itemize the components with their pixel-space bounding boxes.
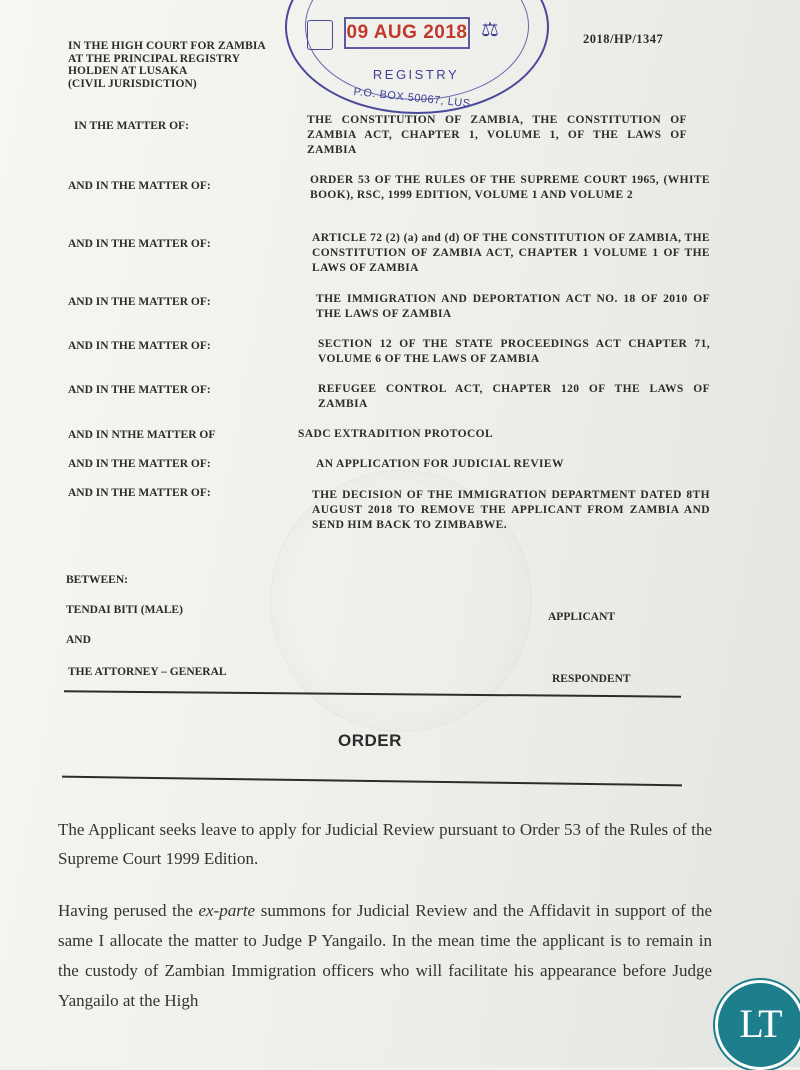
stamp-po-box: P.O. BOX 50067, LUS [352,85,472,111]
order-paragraph-2 [58,896,712,1016]
coat-of-arms-icon [307,20,333,50]
respondent-role: RESPONDENT [552,673,631,685]
matter-text: THE DECISION OF THE IMMIGRATION DEPARTMENT DATED 8TH AUGUST 2018 TO REMOVE THE APPLICANT FROM ZAMBIA AND SEND HIM BACK TO ZIMBABWE. [312,489,710,531]
matter-label: AND IN THE MATTER OF: [68,296,211,308]
matter-label: AND IN THE MATTER OF: [68,487,211,499]
matter-text: AN APPLICATION FOR JUDICIAL REVIEW [316,458,564,470]
court-line-4: (CIVIL JURISDICTION) [68,77,197,90]
matter-label: AND IN THE MATTER OF: [68,340,211,352]
matter-text: ORDER 53 OF THE RULES OF THE SUPREME COURT 1965, (WHITE BOOK), RSC, 1999 EDITION, VOLUME 1 AND VOLUME 2 [310,174,710,201]
court-line-3: HOLDEN AT LUSAKA [68,65,188,78]
paragraph-2-lead: Having perused the [58,901,199,920]
matter-label: AND IN THE MATTER OF: [68,458,211,470]
court-header [68,40,266,90]
matter-text: REFUGEE CONTROL ACT, CHAPTER 120 OF THE LAWS OF ZAMBIA [318,383,710,410]
order-paragraph-1: The Applicant seeks leave to apply for Judicial Review pursuant to Order 53 of the Rules of the Supreme Court 1999 Edition. [58,820,712,868]
stamp-registry: REGISTRY [372,67,460,82]
and-label: AND [66,634,91,646]
paragraph-2-rest: summons for Judicial Review and the Affidavit in support of the same I allocate the matter to Judge P Yangailo. In the mean time the applicant is to remain in the custody of Zambian Immigration officers who will facilitate his appearance before Judge Yangailo at the High [58,901,712,1010]
applicant-role: APPLICANT [548,611,616,623]
stamp-date: 09 AUG 2018 [344,17,470,49]
order-title: ORDER [338,731,402,750]
registry-stamp [285,0,549,114]
paragraph-2-italic: ex-parte [198,901,256,920]
matter-label: AND IN THE MATTER OF: [68,238,211,250]
case-number: 2018/HP/1347 [583,32,664,46]
divider-line [62,776,682,787]
matter-label: AND IN THE MATTER OF: [68,180,211,192]
lusaka-times-logo: LT [715,980,800,1070]
applicant-name: TENDAI BITI (MALE) [66,604,183,616]
matter-text: THE CONSTITUTION OF ZAMBIA, THE CONSTITUTION OF ZAMBIA ACT, CHAPTER 1, VOLUME 1, OF THE LAWS OF ZAMBIA [307,114,687,156]
matter-text: THE IMMIGRATION AND DEPORTATION ACT NO. 18 OF 2010 OF THE LAWS OF ZAMBIA [316,293,710,320]
matter-label: AND IN NTHE MATTER OF [68,429,216,441]
matter-label: AND IN THE MATTER OF: [68,384,211,396]
matter-text: SECTION 12 OF THE STATE PROCEEDINGS ACT CHAPTER 71, VOLUME 6 OF THE LAWS OF ZAMBIA [318,338,710,365]
scales-of-justice-icon: ⚖ [481,19,499,41]
matter-text: SADC EXTRADITION PROTOCOL [298,428,494,440]
respondent-name: THE ATTORNEY – GENERAL [68,666,227,678]
between-label: BETWEEN: [66,574,128,586]
matter-label: IN THE MATTER OF: [74,120,189,132]
court-line-2: AT THE PRINCIPAL REGISTRY [68,52,241,65]
matter-text: ARTICLE 72 (2) (a) and (d) OF THE CONSTITUTION OF ZAMBIA, THE CONSTITUTION OF ZAMBIA ACT, CHAPTER 1 VOLUME 1 OF THE LAWS OF ZAMBIA [312,232,710,274]
court-line-1: IN THE HIGH COURT FOR ZAMBIA [68,40,266,52]
